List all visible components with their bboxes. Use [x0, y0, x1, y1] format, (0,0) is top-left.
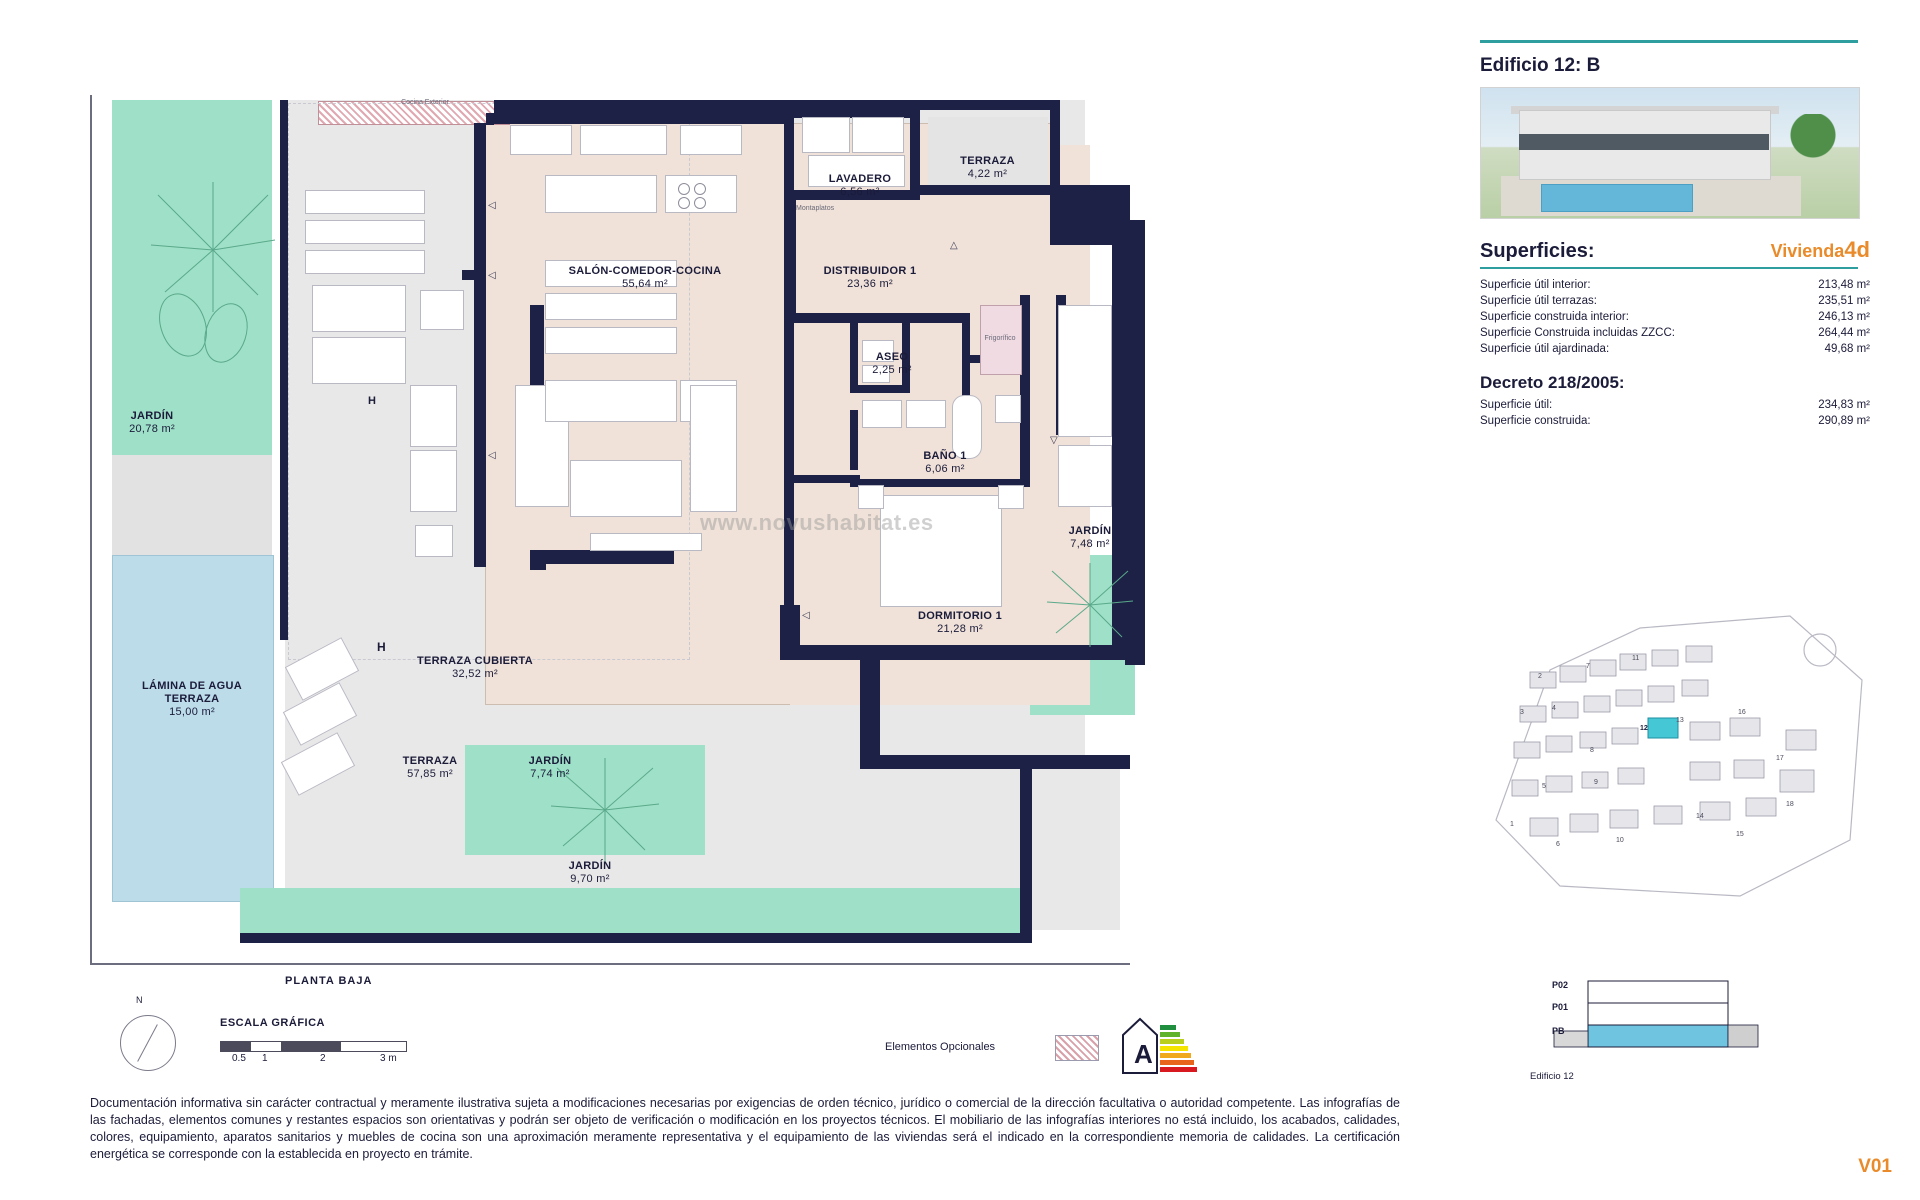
surface-row — [1480, 309, 1870, 325]
hob-burner-icon — [678, 197, 690, 209]
hob-burner-icon — [678, 183, 690, 195]
wall — [494, 100, 784, 124]
appliance — [802, 117, 850, 153]
scale-title: ESCALA GRÁFICA — [220, 1017, 325, 1029]
plant-icon — [1045, 560, 1135, 650]
surface-value: 235,51 m² — [1818, 295, 1870, 307]
garden-left-path — [112, 455, 272, 555]
outdoor-chair — [420, 290, 464, 330]
wall — [1020, 755, 1032, 943]
side-table — [415, 525, 453, 557]
wall — [474, 123, 486, 318]
surface-row — [1480, 277, 1870, 293]
decree-list — [1480, 397, 1870, 429]
svg-text:10: 10 — [1616, 837, 1624, 844]
legal-disclaimer: Documentación informativa sin carácter contractual y meramente ilustrativa sujeta a modificaciones necesarias por exigencias de orden técnico, jurídico o comercial de la dirección facultativa o autoridad competente. Las infografías de las fachadas, elementos comunes y restantes espacios son orientativas y podrán ser objeto de verificación o modificación en los proyectos técnicos. El mobiliario de las infografías interiores no está incluido, los acabados, calidades, colores, equipamiento, aparatos sanitarios y muebles de cocina son una aproximación meramente representativa y el equipamiento de las viviendas será el indicado en la correspondiente memoria de calidades. La certificación energética se corresponde con la establecida en proyecto en trámite. — [90, 1096, 1400, 1161]
door-marker-icon: ◁ — [488, 450, 496, 461]
wall — [860, 755, 1130, 769]
furniture — [510, 125, 572, 155]
svg-text:12: 12 — [1640, 725, 1648, 732]
svg-text:17: 17 — [1776, 755, 1784, 762]
outdoor-table — [305, 220, 425, 244]
svg-text:16: 16 — [1738, 709, 1746, 716]
annotation: Frigorífico — [984, 335, 1016, 342]
room-label: DORMITORIO 1 21,28 m² — [917, 610, 1003, 635]
svg-text:13: 13 — [1676, 717, 1684, 724]
room-label: LÁMINA DE AGUA TERRAZA 15,00 m² — [142, 680, 242, 718]
svg-text:11: 11 — [1632, 655, 1640, 662]
appliance — [852, 117, 904, 153]
wall — [474, 317, 486, 567]
surface-row — [1480, 325, 1870, 341]
svg-text:7: 7 — [1586, 663, 1590, 670]
dining-table — [545, 327, 677, 354]
door-marker-icon: △ — [950, 240, 958, 251]
surface-value: 246,13 m² — [1818, 311, 1870, 323]
sink — [906, 400, 946, 428]
decree-row — [1480, 413, 1870, 429]
wall — [850, 385, 910, 393]
decree-label: Superficie útil: — [1480, 399, 1553, 411]
compass-north-label: N — [136, 995, 143, 1005]
wall — [530, 550, 546, 570]
room-label: LAVADERO 6,56 m² — [828, 173, 892, 198]
scale-bar — [220, 1041, 407, 1052]
plan-frame-left — [90, 95, 92, 965]
surface-row — [1480, 341, 1870, 357]
svg-text:1: 1 — [1510, 821, 1514, 828]
surfaces-title: Superficies: — [1480, 240, 1595, 262]
wall — [544, 550, 674, 564]
room-label: BAÑO 1 6,06 m² — [923, 450, 967, 475]
scale-tick: 3 m — [380, 1053, 397, 1064]
svg-text:A: A — [1134, 1039, 1153, 1069]
annotation: H — [368, 395, 376, 407]
kitchen-island — [545, 175, 657, 213]
floor-level-label: PLANTA BAJA — [285, 975, 373, 987]
wall — [860, 647, 880, 767]
outdoor-chair — [410, 385, 457, 447]
surface-label: Superficie útil ajardinada: — [1480, 343, 1610, 355]
outdoor-chair — [410, 450, 457, 512]
svg-text:15: 15 — [1736, 831, 1744, 838]
sink — [862, 400, 902, 428]
svg-text:5: 5 — [1542, 783, 1546, 790]
watermark: www.novushabitat.es — [700, 510, 934, 535]
sofa — [545, 380, 677, 422]
version-code: V01 — [1858, 1156, 1892, 1177]
outdoor-table — [305, 190, 425, 214]
room-label: ASEO 2,25 m² — [872, 351, 912, 376]
section-diagram — [1530, 975, 1780, 1082]
energy-label-icon — [1120, 1015, 1198, 1077]
wall — [280, 100, 288, 640]
stairs — [1058, 305, 1112, 437]
divider-top — [1480, 40, 1858, 43]
decree-value: 234,83 m² — [1818, 399, 1870, 411]
info-panel — [1480, 40, 1870, 429]
svg-text:4: 4 — [1552, 705, 1556, 712]
door-marker-icon: ◁ — [802, 610, 810, 621]
wall — [850, 410, 858, 470]
vivienda-type: 4d — [1844, 237, 1870, 262]
outdoor-sofa — [312, 285, 406, 332]
svg-text:8: 8 — [1590, 747, 1594, 754]
toilet — [995, 395, 1021, 423]
site-plan-map — [1490, 610, 1868, 900]
outdoor-table — [305, 250, 425, 274]
scale-tick: 2 — [320, 1053, 326, 1064]
wall — [784, 313, 964, 323]
wall — [784, 200, 796, 315]
section-caption: Edificio 12 — [1530, 1071, 1574, 1082]
outdoor-sofa — [312, 337, 406, 384]
optional-elements-label: Elementos Opcionales — [885, 1041, 996, 1053]
scale-tick: 0.5 — [232, 1053, 246, 1064]
svg-text:3: 3 — [1520, 709, 1524, 716]
room-label: TERRAZA 4,22 m² — [960, 155, 1015, 180]
furniture — [580, 125, 667, 155]
furniture — [680, 125, 742, 155]
section-level-label: P01 — [1552, 1002, 1569, 1012]
surface-value: 264,44 m² — [1818, 327, 1870, 339]
room-label: JARDÍN 20,78 m² — [129, 410, 175, 435]
room-label: JARDÍN 9,70 m² — [568, 860, 612, 885]
vivienda-badge — [1771, 237, 1870, 263]
building-render — [1480, 87, 1860, 219]
svg-text:14: 14 — [1696, 813, 1704, 820]
room-label: JARDÍN 7,48 m² — [1068, 525, 1112, 550]
coffee-table — [570, 460, 682, 517]
nightstand — [998, 485, 1024, 509]
compass-icon — [120, 1015, 176, 1071]
room-label: JARDÍN 7,74 m² — [528, 755, 572, 780]
svg-text:9: 9 — [1594, 779, 1598, 786]
wall — [920, 185, 1060, 195]
decree-value: 290,89 m² — [1818, 415, 1870, 427]
tv-unit — [590, 533, 702, 551]
optional-elements-swatch — [1055, 1035, 1099, 1061]
surface-value: 213,48 m² — [1818, 279, 1870, 291]
wall — [784, 313, 794, 613]
divider-surfaces — [1480, 267, 1858, 269]
wall — [794, 100, 914, 118]
plant-icon — [148, 175, 278, 375]
room-label: TERRAZA 57,85 m² — [402, 755, 458, 780]
room-label: SALÓN-COMEDOR-COCINA 55,64 m² — [568, 265, 722, 290]
scale-tick: 1 — [262, 1053, 268, 1064]
section-level-label: P02 — [1552, 980, 1569, 990]
hob-burner-icon — [694, 197, 706, 209]
wall — [486, 113, 494, 125]
surface-label: Superficie útil terrazas: — [1480, 295, 1597, 307]
stairs-landing — [1058, 445, 1112, 507]
vivienda-label: Vivienda — [1770, 241, 1845, 261]
svg-text:6: 6 — [1556, 841, 1560, 848]
surface-label: Superficie construida interior: — [1480, 311, 1629, 323]
surfaces-list — [1480, 277, 1870, 357]
nightstand — [858, 485, 884, 509]
surface-row — [1480, 293, 1870, 309]
door-marker-icon: ◁ — [488, 200, 496, 211]
surface-value: 49,68 m² — [1824, 343, 1870, 355]
annotation: Cocina Exterior — [401, 99, 449, 106]
door-marker-icon: ▽ — [1050, 435, 1058, 446]
building-title: Edificio 12: B — [1480, 55, 1601, 76]
decree-label: Superficie construida: — [1480, 415, 1591, 427]
annotation: Montaplatos — [796, 205, 835, 212]
decree-row — [1480, 397, 1870, 413]
svg-text:2: 2 — [1538, 673, 1542, 680]
room-label: TERRAZA CUBIERTA 32,52 m² — [416, 655, 533, 680]
plan-frame-bottom — [90, 963, 1130, 965]
annotation: H — [377, 640, 386, 654]
svg-text:18: 18 — [1786, 801, 1794, 808]
surface-label: Superficie útil interior: — [1480, 279, 1591, 291]
section-level-label: PB — [1552, 1026, 1565, 1036]
plan-canvas — [90, 55, 1400, 987]
wall — [240, 933, 1030, 943]
hob-burner-icon — [694, 183, 706, 195]
wall — [462, 270, 486, 280]
door-marker-icon: ◁ — [488, 270, 496, 281]
sofa — [690, 385, 737, 512]
decree-title: Decreto 218/2005: — [1480, 373, 1625, 392]
wall — [784, 100, 794, 200]
room-label: DISTRIBUIDOR 1 23,36 m² — [823, 265, 917, 290]
surfaces-header — [1480, 237, 1870, 263]
pool-fill — [112, 555, 274, 902]
surface-label: Superficie Construida incluidas ZZCC: — [1480, 327, 1675, 339]
wall — [920, 100, 1060, 110]
dining-table — [545, 293, 677, 320]
